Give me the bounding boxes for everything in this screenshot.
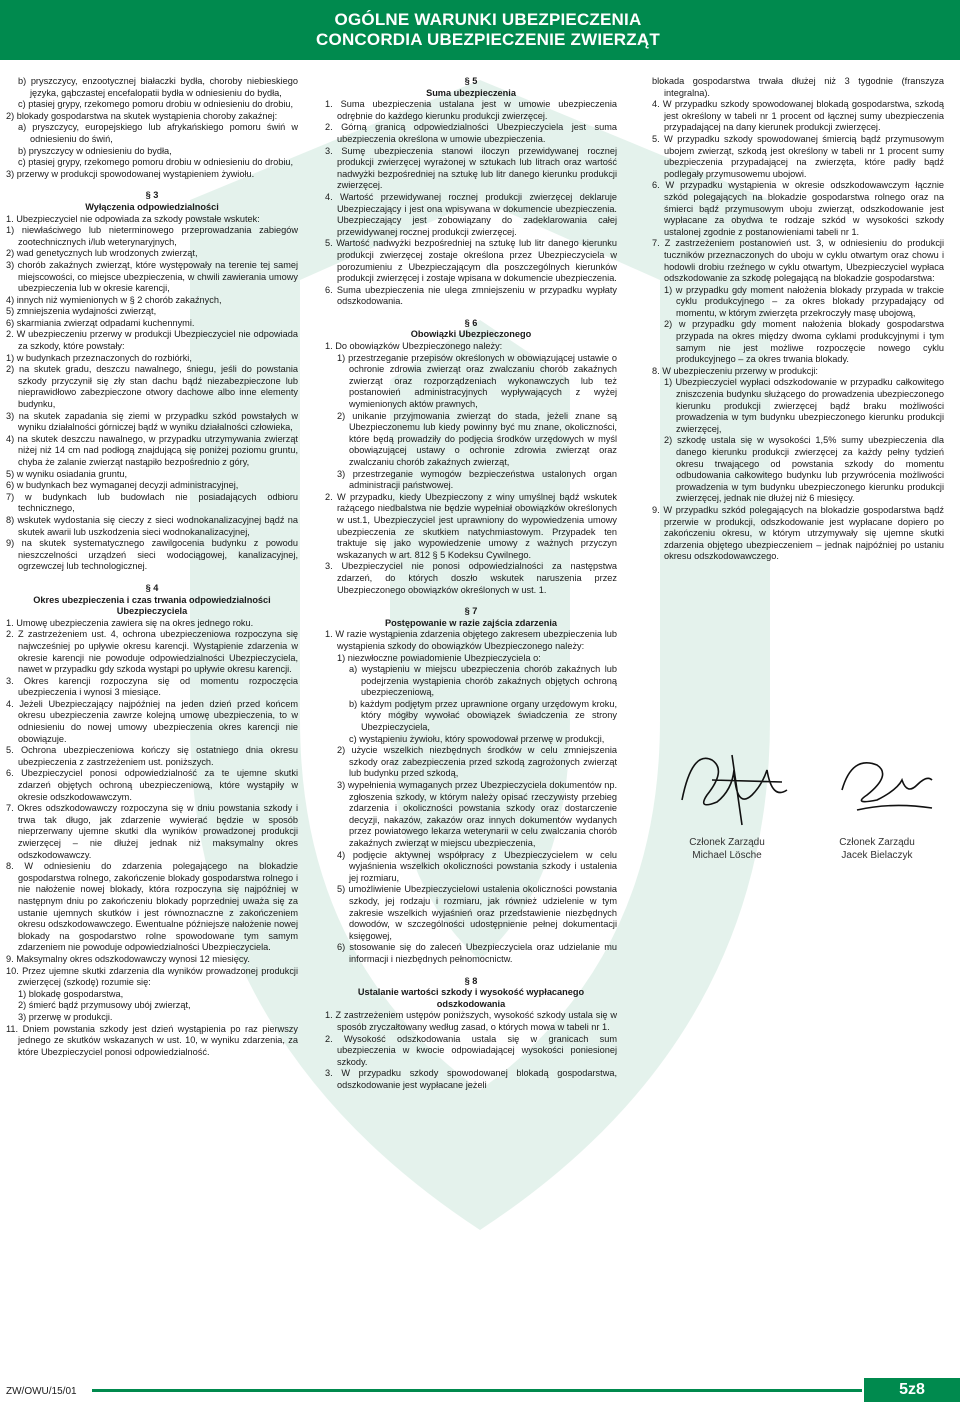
- clause: 5) w wyniku osiadania gruntu,: [6, 468, 128, 479]
- clause: b) pryszczycy, enzootycznej białaczki bydła, choroby niebieskiego języka, gąbczastej encefalopatii bydła w odniesieniu do bydła,: [18, 76, 298, 98]
- clause: 6. Suma ubezpieczenia nie ulega zmniejszeniu w przypadku wypłaty odszkodowania.: [325, 284, 617, 307]
- clause: 2. W ubezpieczeniu przerwy w produkcji Ubezpieczyciel nie odpowiada za szkody, które powstały:: [6, 329, 298, 352]
- clause: 2. Górną granicą odpowiedzialności Ubezpieczyciela jest suma ubezpieczenia określona w umowie ubezpieczenia.: [325, 122, 617, 144]
- clause: 4. Jeżeli Ubezpieczający najpóźniej na jeden dzień przed końcem okresu ubezpieczenia zawrze kolejną umowę ubezpieczenia, to w odniesieniu do nowej umowy ubezpieczenia okres karencji nie obowiązuje.: [6, 698, 298, 744]
- section-number: § 5: [464, 76, 478, 86]
- clause: 2. Wysokość odszkodowania ustala się w granicach sum ubezpieczenia w kwocie odpowiadającej wysokości poniesionej szkody.: [325, 1033, 617, 1067]
- clause: 9) na skutek systematycznego zawilgocenia budynku z powodu nieszczelności urządzeń sieci wodociągowej, kanalizacyjnej, ogrzewczej lub technologicznej.: [6, 538, 298, 572]
- clause: 1. Ubezpieczyciel nie odpowiada za szkody powstałe wskutek:: [6, 213, 260, 224]
- footer-rule: [92, 1389, 862, 1392]
- clause: 1. Z zastrzeżeniem ustępów poniższych, wysokość szkody ustala się w sposób zryczałtowany według zasad, o których mowa w tabeli nr 1.: [325, 1010, 617, 1032]
- clause: 5) zmniejszenia wydajności zwierząt,: [6, 306, 157, 317]
- section-title: Suma ubezpieczenia: [426, 87, 516, 98]
- clause: c) ptasiej grypy, rzekomego pomoru drobiu w odniesieniu do drobiu,: [18, 157, 294, 168]
- clause: 8) wskutek wydostania się cieczy z sieci wodnokanalizacyjnej bądź na skutek awarii lub uszkodzenia sieci wodnokanalizacyjnej,: [6, 514, 298, 537]
- clause: 4) innych niż wymienionych w § 2 chorób zakaźnych,: [6, 294, 222, 305]
- clause: 9. W przypadku szkód polegających na blokadzie gospodarstwa bądź przerwie w produkcji, odszkodowanie jest wypłacane dopiero po zakończeniu okresu, w którym utrzymywały się ujemne skutki zdarzenia objętego ubezpieczeniem – jednak najpóźniej po ustaniu okresu odszkodowawczego.: [652, 504, 944, 562]
- clause: 1. W razie wystąpienia zdarzenia objętego zakresem ubezpieczenia lub wystąpienia szkody do obowiązków Ubezpieczonego należy:: [325, 629, 617, 651]
- clause: 4. W przypadku szkody spowodowanej blokadą gospodarstwa, szkodą jest określony w tabeli nr 1 procent od łącznej sumy ubezpieczenia przypadającej na dany kierunek produkcji zwierzęcej.: [652, 99, 944, 133]
- signatory-role: Członek Zarządu: [839, 837, 915, 848]
- clause: 10. Przez ujemne skutki zdarzenia dla wyników prowadzonej produkcji zwierzęcej (szkodę) rozumie się:: [6, 965, 298, 988]
- title-line-1: OGÓLNE WARUNKI UBEZPIECZENIA: [334, 10, 642, 29]
- clause: 11. Dniem powstania szkody jest dzień wystąpienia po raz pierwszy jednego ze skutków wskazanych w ust. 10, w wyniku zdarzenia, za które Ubezpieczyciel ponosi odpowiedzialność.: [6, 1023, 298, 1057]
- clause: a) pryszczycy, europejskiego lub afrykańskiego pomoru świń w odniesieniu do świń,: [18, 122, 298, 144]
- clause: 3) przerwy w produkcji spowodowanej wystąpieniem żywiołu.: [6, 168, 255, 179]
- clause: 1. Do obowiązków Ubezpieczonego należy:: [325, 341, 503, 352]
- clause: 1) blokadę gospodarstwa,: [18, 988, 124, 999]
- title-line-2: CONCORDIA UBEZPIECZENIE ZWIERZĄT: [316, 30, 660, 49]
- clause: 6. Ubezpieczyciel ponosi odpowiedzialność za te ujemne skutki zdarzeń objętych ochroną ubezpieczeniową, które wystąpiły w okresie odszkodowawczym.: [6, 768, 298, 802]
- clause: 3. Sumę ubezpieczenia stanowi iloczyn przewidywanej rocznej produkcji zwierzęcej wyrażonej w sztukach lub litrach oraz wartość nadwyżki bezpośredniej na sztukę lub litr danego kierunku produkcji zwierzęcej.: [325, 145, 617, 191]
- clause: 5. Wartość nadwyżki bezpośredniej na sztukę lub litr danego kierunku produkcji zwierzęcej zostaje określona przez Ubezpieczyciela w porozumieniu z Ubezpieczającym dla poszczególnych kierunków produkcji zwierzęcej i zostaje wpisana w dokumencie ubezpieczenia.: [325, 238, 617, 284]
- clause: 8. W ubezpieczeniu przerwy w produkcji:: [652, 365, 818, 376]
- clause: 2) na skutek gradu, deszczu nawalnego, śniegu, jeśli do powstania szkody przyczynił się zły stan dachu bądź niezabezpieczone lub nieprawidłowo zabezpieczone otwory dachowe albo inne elementy budynku,: [6, 364, 298, 410]
- clause: 2) użycie wszelkich niezbędnych środków w celu zmniejszenia szkody oraz zabezpieczenia przed szkodą zagrożonych zwierząt lub budynku przed szkodą,: [337, 745, 617, 779]
- clause: 7) w budynkach lub budowlach nie posiadających odbioru technicznego,: [6, 491, 298, 514]
- clause: 2) wad genetycznych lub wrodzonych zwierząt,: [6, 248, 198, 259]
- clause: 3. Ubezpieczyciel nie ponosi odpowiedzialności za następstwa zdarzeń, do których doszło wskutek naruszenia przez Ubezpieczonego obowiązków określonych w ust. 1.: [325, 561, 617, 595]
- clause: 1. Umowę ubezpieczenia zawiera się na okres jednego roku.: [6, 617, 254, 628]
- clause: 1) Ubezpieczyciel wypłaci odszkodowanie w przypadku całkowitego zniszczenia budynku służącego do prowadzenia ubezpieczonego kierunku produkcji zwierzęcej bądź braku możliwości prowadzenia w tym budynku ubezpieczonego kierunku produkcji zwierzęcej,: [664, 377, 944, 434]
- clause: c) ptasiej grypy, rzekomego pomoru drobiu w odniesieniu do drobiu,: [18, 99, 294, 110]
- clause: 3. Okres karencji rozpoczyna się od momentu rozpoczęcia ubezpieczenia i wynosi 3 miesiące.: [6, 675, 298, 698]
- clause: 2) śmierć bądź przymusowy ubój zwierząt,: [18, 1000, 191, 1011]
- signatory-name: Michael Lösche: [692, 850, 762, 861]
- section-title: Ustalanie wartości szkody i wysokość wypłacanego odszkodowania: [357, 987, 585, 1009]
- document-code: ZW/OWU/15/01: [6, 1386, 77, 1397]
- clause: c) wystąpieniu żywiołu, który spowodował przerwę w produkcji,: [349, 733, 605, 744]
- section-title: Okres ubezpieczenia i czas trwania odpowiedzialności Ubezpieczyciela: [33, 594, 271, 617]
- clause: 4) na skutek deszczu nawalnego, w przypadku utrzymywania zwierząt niżej niż 14 cm nad podłogą znajdującą się poniżej poziomu gruntu, chyba że zalanie zwierząt nastąpiło bezpośrednio z góry,: [6, 433, 298, 467]
- clause: 3) na skutek zapadania się ziemi w przypadku szkód powstałych w wyniku działalności górniczej bądź w wyniku działalności człowieka,: [6, 410, 298, 433]
- clause: 1) przestrzeganie przepisów określonych w obowiązującej ustawie o ochronie zdrowia zwierząt oraz zwalczaniu chorób zakaźnych zwierząt oraz rozporządzeniach wykonawczych lub też postanowień administracyjnych wypływających z wyżej wymienionych aktów prawnych,: [337, 352, 617, 410]
- footer-band: [0, 1378, 960, 1402]
- clause: 3) przerwę w produkcji.: [18, 1011, 113, 1022]
- signature-mark: [822, 740, 952, 830]
- clause: 2) w przypadku gdy moment nałożenia blokady gospodarstwa przypada na okres między dwoma cyklami produkcyjnymi i tym samym nie jest możliwe rozpoczęcie nowego cyklu produkcyjnego – za okres trwania blokady.: [664, 319, 944, 365]
- clause: 6) w budynkach bez wymaganej decyzji administracyjnej,: [6, 480, 239, 491]
- clause: b) pryszczycy w odniesieniu do bydła,: [18, 145, 172, 156]
- signature-mark: [672, 740, 802, 830]
- section-number: § 6: [464, 317, 478, 328]
- section-number: § 8: [464, 975, 478, 986]
- clause: 1. Suma ubezpieczenia ustalana jest w umowie ubezpieczenia odrębnie do każdego kierunku produkcji zwierzęcej.: [325, 99, 617, 121]
- signatory-name: Jacek Bielaczyk: [841, 850, 913, 861]
- column-3: [652, 76, 944, 563]
- clause: 9. Maksymalny okres odszkodowawczy wynosi 12 miesięcy.: [6, 953, 250, 964]
- signatory-1: [662, 836, 792, 862]
- clause: 3. W przypadku szkody spowodowanej blokadą gospodarstwa, odszkodowanie jest wypłacane jeżeli: [325, 1068, 617, 1090]
- section-title: Postępowanie w razie zajścia zdarzenia: [384, 617, 558, 628]
- clause: 3) wypełnienia wymaganych przez Ubezpieczyciela dokumentów np. zgłoszenia szkody, w którym należy opisać rzeczywisty przebieg zdarzenia i okoliczności powstania szkody oraz dostarczenie decyzji, nakazów, zakazów oraz innych dokumentów wydanych przez powiatowego lekarza weterynarii w celu zwalczania chorób zakaźnych zwierząt w miejscu ubezpieczenia,: [337, 780, 617, 848]
- clause: 5) umożliwienie Ubezpieczycielowi ustalenia okoliczności powstania szkody, jej rodzaju i rozmiaru, jak również udzielenie w tym zakresie wszelkich wyjaśnień oraz przedstawienie niezbędnych dowodów, w szczególności udostępnienie pełnej dokumentacji księgowej,: [337, 884, 617, 941]
- clause: 7. Okres odszkodowawczy rozpoczyna się w dniu powstania szkody i trwa tak długo, jak zdarzenie wywierać będzie w sposób nieprzerwany ujemne skutki dla wyników prowadzonej produkcji zwierzęcej – nie dłużej jednak niż maksymalny okres odszkodowawczy.: [6, 803, 298, 860]
- clause: 5. W przypadku szkody spowodowanej śmiercią bądź przymusowym ubojem zwierząt, szkodą jest określony w tabeli nr 1 procent sumy ubezpieczenia przypadającej na zwierzęta, które padły bądź podlegały przymusowemu ubojowi.: [652, 133, 944, 179]
- clause: 5. Ochrona ubezpieczeniowa kończy się ostatniego dnia okresu ubezpieczenia z zastrzeżeniem ust. poniższych.: [6, 745, 298, 767]
- clause: 2) blokady gospodarstwa na skutek wystąpienia choroby zakaźnej:: [6, 110, 278, 121]
- clause: 1) niezwłoczne powiadomienie Ubezpieczyciela o:: [337, 652, 541, 663]
- section-title: Wyłączenia odpowiedzialności: [85, 201, 219, 212]
- clause: 1) w przypadku gdy moment nałożenia blokady przypada w trakcie cyklu produkcyjnego – za okres blokady przypadający od momentu, w którym zwierzęta przekroczyły masę ubojową,: [664, 284, 944, 318]
- clause: 2. W przypadku, kiedy Ubezpieczony z winy umyślnej bądź wskutek rażącego niedbalstwa nie będzie wypełniał obowiązków określonych w ust.1, Ubezpieczyciel jest uprawniony do wypowiedzenia umowy ubezpieczenia ze skutkiem natychmiastowym. Przypadek ten traktuje się jako wypowiedzenie umowy z ważnych przyczyn wskazanych w art. 812 § 5 Kodeksu Cywilnego.: [325, 491, 617, 560]
- clause: 6) stosowanie się do zaleceń Ubezpieczyciela oraz udzielanie mu informacji i niezbędnych pełnomocnictw.: [337, 942, 617, 964]
- clause: 6. W przypadku wystąpienia w okresie odszkodowawczym łącznie szkód polegających na blokadzie gospodarstwa rolnego oraz na śmierci bądź przymusowym uboju zwierząt, odszkodowanie jest wypłacane za obydwa te rodzaje szkód w wysokości szkody ustalonej zgodnie z postanowieniami tabeli nr 1.: [652, 180, 944, 237]
- clause: blokada gospodarstwa trwała dłużej niż 3 tygodnie (franszyza integralna).: [652, 76, 944, 98]
- section-number: § 4: [145, 582, 159, 593]
- document-title: [308, 10, 668, 50]
- clause: 1) niewłaściwego lub nieterminowego przeprowadzania zabiegów zootechnicznych i/lub weterynaryjnych,: [6, 225, 298, 247]
- column-2: [325, 76, 617, 1091]
- signatory-role: Członek Zarządu: [689, 837, 765, 848]
- clause: b) każdym podjętym przez uprawnione organy urzędowym kroku, który mógłby wywołać obowiązek świadczenia ze strony Ubezpieczyciela,: [349, 698, 617, 733]
- clause: 2) unikanie przyjmowania zwierząt do stada, jeżeli znane są Ubezpieczonemu lub kiedy powinny być mu znane, okoliczności, które będą prowadziły do podjęcia środków urzędowych w myśl obowiązującej ustawy o ochronie zdrowia zwierząt oraz zwalczaniu chorób zakaźnych zwierząt,: [337, 410, 617, 467]
- page-number: 5z8: [864, 1378, 960, 1402]
- section-number: § 7: [464, 606, 478, 617]
- signatures: [652, 740, 944, 880]
- clause: 3) chorób zakaźnych zwierząt, które występowały na terenie tej samej miejscowości, co miejsce ubezpieczenia, w chwili zawierania umowy ubezpieczenia lub w okresie karencji,: [6, 259, 298, 294]
- clause: 3) przestrzeganie wymogów bezpieczeństwa ustalonych organ administracji państwowej.: [337, 468, 617, 491]
- section-title: Obowiązki Ubezpieczonego: [410, 329, 532, 340]
- clause: 2. Z zastrzeżeniem ust. 4, ochrona ubezpieczeniowa rozpoczyna się najwcześniej po upływie okresu karencji. Wystąpienie zdarzenia w okresie karencji nie powoduje odpowiedzialności Ubezpieczyciela, nawet w przypadku gdy szkoda wystąpi po upływie okresu karencji.: [6, 629, 298, 675]
- clause: 4) podjęcie aktywnej współpracy z Ubezpieczycielem w celu wyjaśnienia wszelkich okoliczności powstania szkody i ustalenia jej rozmiaru,: [337, 849, 617, 883]
- clause: 2) szkodę ustala się w wysokości 1,5% sumy ubezpieczenia dla danego kierunku produkcji zwierzęcej za każdy pełny tydzień okresu trwającego od powstania szkody do momentu odbudowania całkowitego budynku lub przywrócenia możliwości prowadzenia w tym budynku ubezpieczonego kierunku produkcji zwierzęcej, jednak nie dłużej niż 6 miesięcy.: [664, 435, 944, 504]
- clause: 7. Z zastrzeżeniem postanowień ust. 3, w odniesieniu do produkcji tuczników przeznaczonych do uboju w cyklu otwartym oraz chowu i hodowli drobiu rzeźnego w cyklu otwartym, Ubezpieczyciel wypłaca odszkodowanie za szkodę polegającą na blokadzie gospodarstwa:: [652, 238, 944, 284]
- clause: 4. Wartość przewidywanej rocznej produkcji zwierzęcej deklaruje Ubezpieczający i jest ona wpisywana w dokumencie ubezpieczenia. Ubezpieczający jest zobowiązany do zadeklarowania całej przewidywanej rocznej produkcji zwierzęcej.: [325, 191, 617, 237]
- clause: 8. W odniesieniu do zdarzenia polegającego na blokadzie gospodarstwa rolnego, zakończenie blokady gospodarstwa rolnego i nie nałożenie nowej blokady, która rozpoczyna się najpóźniej w następnym dniu po zakończeniu blokady poprzedniej uważa się za ustanie ujemnych skutków i jest równoznaczne z zakończeniem okresu odszkodowawczego. Ewentualne późniejsze nałożenie nowej blokady na gospodarstwo rolne spowodowane tym samym zdarzeniem nie powoduje odpowiedzialności Ubezpieczyciela.: [6, 861, 298, 953]
- column-1: [6, 76, 298, 1058]
- clause: 1) w budynkach przeznaczonych do rozbiórki,: [6, 352, 192, 363]
- signatory-2: [812, 836, 942, 862]
- clause: a) wystąpieniu w miejscu ubezpieczenia chorób zakaźnych lub podejrzenia wystąpienia chorób zakaźnych objętych ochroną ubezpieczeniową,: [349, 664, 617, 698]
- header-band: [0, 0, 960, 60]
- section-number: § 3: [145, 190, 159, 201]
- clause: 6) skarmiania zwierząt odpadami kuchennymi.: [6, 317, 195, 328]
